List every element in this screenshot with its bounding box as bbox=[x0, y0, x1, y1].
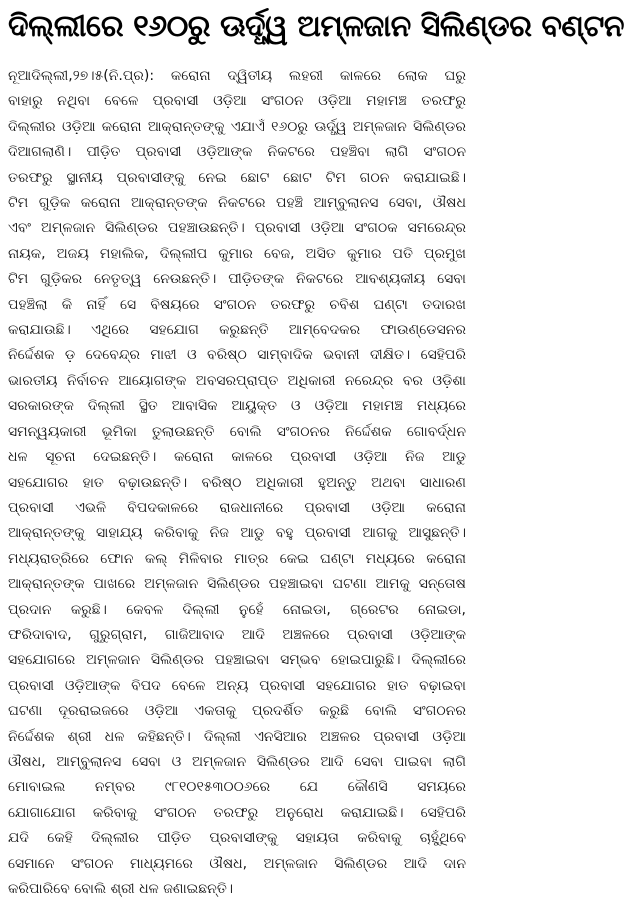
article-line: ବାହାରୁ ନଥିବା ବେଳେ ପ୍ରବାସୀ ଓଡ଼ିଆ ସଂଗଠନ ଓଡ଼ିଆ ମହାମଞ୍ଚ ତରଫରୁ bbox=[8, 93, 466, 110]
article-line: ତରଫରୁ ସ୍ଥାନୀୟ ପ୍ରବାସୀଙ୍କୁ ନେଇ ଛୋଟ ଛୋଟ ଟିମ ଗଠନ କରାଯାଇଛି। bbox=[8, 169, 466, 186]
article-line: ଫରିଦାବାଦ, ଗୁରୁଗ୍ରାମ, ଗାଜିଆବାଦ ଆଦି ଅଞ୍ଚଳରେ ପ୍ରବାସୀ ଓଡ଼ିଆଙ୍କ bbox=[8, 626, 466, 643]
article-line: ଟିମ ଗୁଡ଼ିକର ନେତୃତ୍ୱ ନେଉଛନ୍ତି। ପୀଡ଼ିତଙ୍କ ନିକଟରେ ଆବଶ୍ୟକୀୟ ସେବା bbox=[8, 271, 466, 288]
article-body bbox=[8, 64, 466, 902]
article-line: ସହଯୋଗର ହାତ ବଢ଼ାଉଛନ୍ତି। ବରିଷ୍ଠ ଅଧିକାରୀ ହୁଅନ୍ତୁ ଅଥବା ସାଧାରଣ bbox=[8, 474, 466, 491]
article-line: ଯଦି କେହି ଦିଲ୍ଲୀର ପୀଡ଼ିତ ପ୍ରବାସୀଙ୍କୁ ସହାୟତା କରିବାକୁ ଚାହୁଁଥିବେ bbox=[8, 830, 466, 847]
article-line: କରିପାରିବେ ବୋଲି ଶ୍ରୀ ଧଳ ଜଣାଇଛନ୍ତି। bbox=[8, 881, 234, 897]
article-line: ଔଷଧ, ଆମ୍ବୁଲାନସ ସେବା ଓ ଅମ୍ଳଜାନ ସିଲିଣ୍ଡର ଆଦି ସେବା ପାଇବା ଲାଗି bbox=[8, 753, 466, 770]
article-line: ସରକାରଙ୍କ ଦିଲ୍ଲୀ ସ୍ଥିତ ଆବାସିକ ଆୟୁକ୍ତ ଓ ଓଡ଼ିଆ ମହାମଞ୍ଚ ମଧ୍ୟରେ bbox=[8, 398, 466, 415]
article-line: ଟିମ ଗୁଡ଼ିକ କରୋନା ଆକ୍ରାନ୍ତଙ୍କ ନିକଟରେ ପହଞ୍ଚି ଆମ୍ବୁଲାନସ ସେବା, ଔଷଧ bbox=[8, 195, 466, 212]
article-line: ପହଞ୍ଚିଲା କି ନାହିଁ ସେ ବିଷୟରେ ସଂଗଠନ ତରଫରୁ ଚବିଶ ଘଣ୍ଟା ତଦାରଖ bbox=[8, 296, 466, 313]
article-line: ପ୍ରବାସୀ ଓଡ଼ିଆଙ୍କ ବିପଦ ବେଳେ ଅନ୍ୟ ପ୍ରବାସୀ ସହଯୋଗର ହାତ ବଢ଼ାଇବା bbox=[8, 677, 466, 694]
article-line: ଘଟଣା ଦୂରରାଇଜରେ ଓଡ଼ିଆ ଏକତାକୁ ପ୍ରଦର୍ଶିତ କରୁଛି ବୋଲି ସଂଗଠନର bbox=[8, 703, 466, 720]
article-line: ଯୋଗାଯୋଗ କରିବାକୁ ସଂଗଠନ ତରଫରୁ ଅନୁରୋଧ କରାଯାଇଛି। ସେହିପରି bbox=[8, 804, 466, 821]
article-line: ଦିଲ୍ଲୀର ଓଡ଼ିଆ କରୋନା ଆକ୍ରାନ୍ତଙ୍କୁ ଏଯାଏଁ ୧୬୦ରୁ ଊର୍ଦ୍ଧ୍ୱ ଅମ୍ଳଜାନ ସିଲିଣ୍ଡର bbox=[8, 118, 466, 135]
article-line: ପ୍ରଦାନ କରୁଛି। କେବଳ ଦିଲ୍ଲୀ ନୁହେଁ ନୋଇଡା, ଗ୍ରେଟର ନୋଇଡା, bbox=[8, 601, 466, 618]
article-line: ମୋବାଇଲ ନମ୍ବର ୯୮୧୦୧୫୩୦୦୬ରେ ଯେ କୌଣସି ସମୟରେ bbox=[8, 779, 466, 796]
article-line: ପ୍ରବାସୀ ଏଭଳି ବିପଦକାଳରେ ରାଜଧାନୀରେ ପ୍ରବାସୀ ଓଡ଼ିଆ କରୋନା bbox=[8, 499, 466, 516]
article-line: ଆକ୍ରାନ୍ତଙ୍କୁ ସାହାଯ୍ୟ କରିବାକୁ ନିଜ ଆଡୁ ବହୁ ପ୍ରବାସୀ ଆଗକୁ ଆସୁଛନ୍ତି। bbox=[8, 525, 466, 542]
article-line: ଭାରତୀୟ ନିର୍ବାଚନ ଆୟୋଗଙ୍କ ଅବସରପ୍ରାପ୍ତ ଅଧିକାରୀ ନରେନ୍ଦ୍ର ବର ଓଡ଼ିଶା bbox=[8, 372, 466, 389]
article-line: ନାୟକ, ଅଜୟ ମହାଲିକ, ଦିଲ୍ଲୀପ କୁମାର ବେଜ, ଅସିତ କୁମାର ପତି ପ୍ରମୁଖ bbox=[8, 245, 466, 262]
article-line: ଆକ୍ରାନ୍ତଙ୍କ ପାଖରେ ଅମ୍ଳଜାନ ସିଲିଣ୍ଡର ପହଞ୍ଚାଇବା ଘଟଣା ଆମକୁ ସନ୍ତୋଷ bbox=[8, 576, 466, 593]
article-line: ସେମାନେ ସଂଗଠନ ମାଧ୍ୟମରେ ଔଷଧ, ଅମ୍ଳଜାନ ସିଲିଣ୍ଡର ଆଦି ଦାନ bbox=[8, 855, 466, 872]
headline: ଦିଲ୍ଲୀରେ ୧୬୦ରୁ ଊର୍ଦ୍ଧ୍ୱ ଅମ୍ଳଜାନ ସିଲିଣ୍ଡର ବଣ୍ଟନ bbox=[8, 9, 624, 44]
article-line: ସହଯୋଗରେ ଅମ୍ଳଜାନ ସିଲିଣ୍ଡର ପହଞ୍ଚାଇବା ସମ୍ଭବ ହୋଇପାରୁଛି। ଦିଲ୍ଲୀରେ bbox=[8, 652, 466, 669]
article-line: ମଧ୍ୟରାତ୍ରିରେ ଫୋନ କଲ୍ ମିଳିବାର ମାତ୍ର କେଇ ଘଣ୍ଟା ମଧ୍ୟରେ କରୋନା bbox=[8, 550, 466, 567]
article-line: ସମନ୍ୱୟକାରୀ ଭୂମିକା ତୁଲାଉଛନ୍ତି ବୋଲି ସଂଗଠନର ନିର୍ଦ୍ଦେଶକ ଗୋବର୍ଦ୍ଧନ bbox=[8, 423, 466, 440]
article-line: ନିର୍ଦ୍ଦେଶକ ଡ଼ ଦେବେନ୍ଦ୍ର ମାଝୀ ଓ ବରିଷ୍ଠ ସାମ୍ବାଦିକ ଭବାନୀ ଦୀକ୍ଷିତ। ସେହିପରି bbox=[8, 347, 466, 364]
article-line: ନିର୍ଦ୍ଦେଶକ ଶ୍ରୀ ଧଳ କହିଛନ୍ତି। ଦିଲ୍ଲୀ ଏନସିଆର ଅଞ୍ଚଳର ପ୍ରବାସୀ ଓଡ଼ିଆ bbox=[8, 728, 466, 745]
article-line: ଏବଂ ଅମ୍ଳଜାନ ସିଲିଣ୍ଡର ପହଞ୍ଚାଉଛନ୍ତି। ପ୍ରବାସୀ ଓଡ଼ିଆ ସଂଗଠକ ସମରେନ୍ଦ୍ର bbox=[8, 220, 466, 237]
article-line: ଦିଆଗଲାଣି। ପୀଡ଼ିତ ପ୍ରବାସୀ ଓଡ଼ିଆଙ୍କ ନିକଟରେ ପହଞ୍ଚିବା ଲାଗି ସଂଗଠନ bbox=[8, 144, 466, 161]
article-line: କରାଯାଉଛି। ଏଥିରେ ସହଯୋଗ କରୁଛନ୍ତି ଆମ୍ବେଦକର ଫାଉଣ୍ଡେସନର bbox=[8, 322, 466, 339]
article-line: ନୂଆଦିଲ୍ଲୀ,୨୭।୫(ନି.ପ୍ର): କରୋନା ଦ୍ୱିତୀୟ ଲହରୀ କାଳରେ ଲୋକ ଘରୁ bbox=[8, 68, 466, 84]
article-line: ଧଳ ସୂଚନା ଦେଇଛନ୍ତି। କରୋନା କାଳରେ ପ୍ରବାସୀ ଓଡ଼ିଆ ନିଜ ଆଡୁ bbox=[8, 449, 466, 466]
